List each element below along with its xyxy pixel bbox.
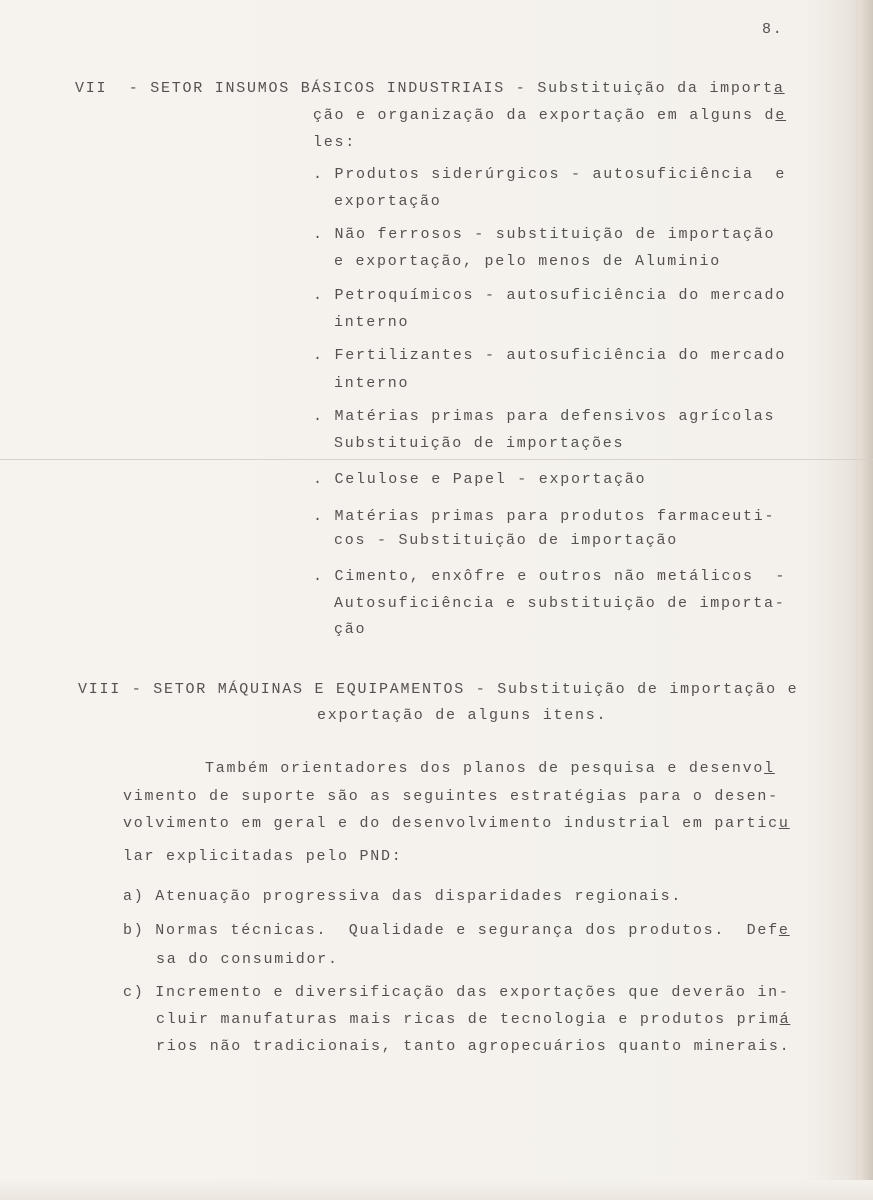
paragraph-line: vimento de suporte são as seguintes estratégias para o desen- [123, 788, 779, 805]
section-vii-line: ção e organização da exportação em alguns de [313, 107, 787, 124]
strategy-a: a) Atenuação progressiva das disparidades regionais. [123, 888, 683, 905]
list-item-cont: Substituição de importações [334, 435, 625, 452]
list-item: . Não ferrosos - substituição de importação [313, 226, 776, 243]
strategy-b: b) Normas técnicas. Qualidade e segurança dos produtos. Defe [123, 922, 790, 939]
paper-edge [859, 0, 873, 1200]
page-number: 8. [762, 21, 784, 38]
list-item: . Celulose e Papel - exportação [313, 471, 647, 488]
list-item-cont: e exportação, pelo menos de Aluminio [334, 253, 722, 270]
list-item: . Petroquímicos - autosuficiência do mercado [313, 287, 787, 304]
list-item: . Fertilizantes - autosuficiência do mercado [313, 347, 787, 364]
paper-bottom [0, 1180, 873, 1200]
list-item-cont: interno [334, 375, 410, 392]
paragraph-line: lar explicitadas pelo PND: [123, 848, 403, 865]
section-vii-line: les: [313, 134, 357, 151]
paragraph-line: Também orientadores dos planos de pesquisa e desenvol [205, 760, 775, 777]
section-vii-heading: VII - SETOR INSUMOS BÁSICOS INDUSTRIAIS - Substituição da importa [75, 80, 785, 97]
list-item: . Matérias primas para defensivos agrícolas [313, 408, 776, 425]
strategy-c-cont: cluir manufaturas mais ricas de tecnologia e produtos primá [156, 1011, 791, 1028]
paragraph-line: volvimento em geral e do desenvolvimento industrial em particu [123, 815, 790, 832]
list-item: . Matérias primas para produtos farmaceuti- [313, 508, 776, 525]
list-item-cont: cos - Substituição de importação [334, 532, 679, 549]
list-item-cont: interno [334, 314, 410, 331]
list-item-cont: Autosuficiência e substituição de importa- [334, 595, 786, 612]
list-item: . Cimento, enxôfre e outros não metálicos - [313, 568, 787, 585]
strategy-c: c) Incremento e diversificação das exportações que deverão in- [123, 984, 790, 1001]
strategy-c-cont: rios não tradicionais, tanto agropecuários quanto minerais. [156, 1038, 791, 1055]
list-item: . Produtos siderúrgicos - autosuficiência e [313, 166, 787, 183]
list-item-cont: ção [334, 621, 367, 638]
list-item-cont: exportação [334, 193, 442, 210]
section-viii-line: exportação de alguns itens. [317, 707, 608, 724]
fold-line [0, 459, 873, 460]
section-viii-heading: VIII - SETOR MÁQUINAS E EQUIPAMENTOS - Substituição de importação e [78, 681, 799, 698]
strategy-b-cont: sa do consumidor. [156, 951, 339, 968]
